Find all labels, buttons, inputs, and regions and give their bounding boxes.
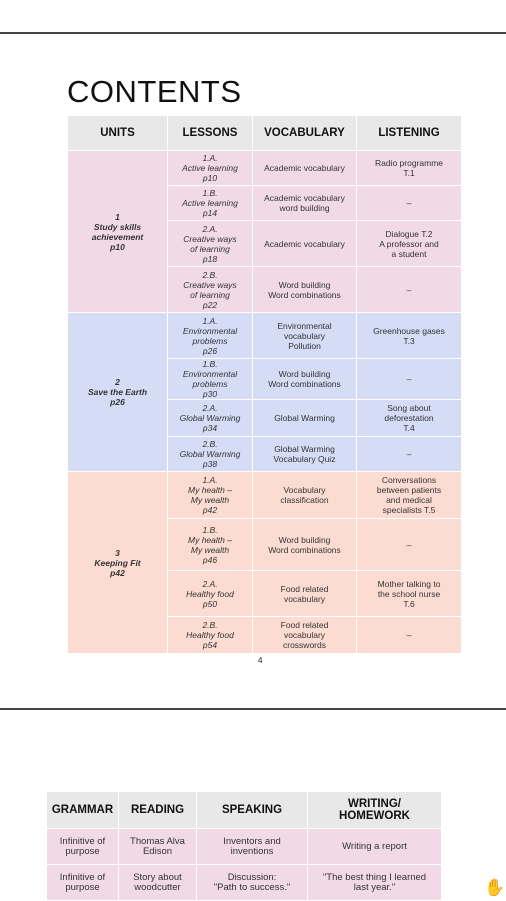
header-listening: LISTENING	[357, 116, 462, 151]
table-row	[47, 829, 442, 865]
cell-line: Global Warming	[179, 413, 241, 423]
cell-line: Food related	[280, 583, 329, 594]
cell-line: "Path to success."	[213, 881, 291, 893]
cell-line: –	[406, 630, 412, 640]
cell-line: 1.A.	[202, 315, 218, 326]
page-number: 4	[258, 656, 263, 665]
listening-cell	[357, 359, 462, 400]
cell-line: My health –	[188, 534, 232, 545]
cell-line: between patients	[376, 485, 442, 495]
reading-cell	[119, 865, 197, 901]
cell-line: A professor and	[379, 238, 439, 249]
cell-line: "The best thing I learned	[322, 871, 427, 883]
vocabulary-cell	[253, 472, 357, 519]
table-row	[47, 865, 442, 901]
lesson-cell	[168, 313, 253, 359]
cell-line: Active learning	[182, 198, 238, 208]
header-lessons: LESSONS	[168, 116, 253, 151]
cell-line: 1.B.	[202, 188, 218, 198]
cell-line: My wealth	[190, 495, 230, 505]
cell-line: the school nurse	[377, 588, 441, 599]
header-reading	[119, 792, 197, 829]
reading-cell	[119, 829, 197, 865]
cell-line: Word combinations	[268, 544, 341, 555]
speaking-cell	[197, 865, 308, 901]
cell-line: vocabulary	[283, 630, 326, 640]
cell-line: GRAMMAR	[51, 804, 114, 816]
cell-line: 1	[115, 211, 120, 222]
cell-line: classification	[280, 495, 329, 505]
vocabulary-cell	[253, 359, 357, 400]
cell-line: Dialogue T.2	[385, 228, 433, 239]
header-writing-homework	[308, 792, 442, 829]
listening-cell	[357, 267, 462, 313]
vocabulary-cell	[253, 400, 357, 437]
cell-line: p30	[202, 389, 218, 399]
lesson-cell	[168, 359, 253, 400]
cell-line: Vocabulary Quiz	[273, 454, 336, 464]
cell-line: Academic vocabulary	[264, 238, 345, 249]
cell-line: p42	[110, 567, 125, 578]
vocabulary-cell	[253, 519, 357, 571]
header-units: UNITS	[68, 116, 168, 151]
vocabulary-cell	[253, 186, 357, 221]
cell-line: Radio programme	[374, 158, 444, 168]
cell-line: Environmental	[182, 369, 238, 379]
cell-line: Word building	[278, 369, 331, 379]
cell-line: word building	[279, 203, 330, 213]
lesson-cell	[168, 221, 253, 267]
vocabulary-cell	[253, 221, 357, 267]
cell-line: last year."	[353, 881, 396, 893]
cell-line: Vocabulary	[283, 485, 326, 495]
lesson-cell	[168, 151, 253, 186]
cell-line: p46	[202, 554, 218, 565]
cell-line: p50	[202, 598, 218, 609]
cell-line: problems	[192, 335, 228, 346]
cell-line: Creative ways	[183, 279, 237, 290]
cell-line: 1.B.	[202, 359, 218, 369]
grammar-cell	[47, 829, 119, 865]
cell-line: purpose	[65, 881, 100, 893]
cell-line: vocabulary	[283, 593, 326, 604]
cell-line: 2.B.	[202, 620, 218, 630]
cell-line: Environmental	[277, 320, 332, 331]
cell-line: and medical	[386, 495, 432, 505]
cell-line: 3	[115, 547, 120, 558]
cell-line: WRITING/	[347, 798, 402, 810]
cell-line: HOMEWORK	[339, 810, 410, 822]
header-vocabulary: VOCABULARY	[253, 116, 357, 151]
cell-line: –	[406, 284, 412, 295]
cell-line: p22	[202, 299, 218, 310]
lesson-cell	[168, 472, 253, 519]
hand-cursor-icon: ✋	[484, 878, 506, 897]
vocabulary-cell	[253, 267, 357, 313]
lesson-cell	[168, 437, 253, 472]
cell-line: 2.A.	[202, 578, 218, 589]
cell-line: –	[406, 539, 412, 550]
cell-line: Save the Earth	[87, 387, 148, 397]
cell-line: Global Warming	[274, 444, 335, 454]
vocabulary-cell	[253, 617, 357, 654]
cell-line: Infinitive of	[59, 871, 106, 883]
cell-line: p18	[202, 253, 218, 264]
lesson-cell	[168, 400, 253, 437]
listening-cell	[357, 617, 462, 654]
cell-line: Infinitive of	[59, 835, 106, 847]
vocabulary-cell	[253, 313, 357, 359]
page-separator-bottom	[0, 708, 506, 710]
cell-line: p26	[202, 345, 218, 356]
listening-cell	[357, 472, 462, 519]
skills-table	[46, 791, 442, 901]
cell-line: 1.B.	[202, 524, 218, 535]
cell-line: T.3	[403, 335, 415, 346]
vocabulary-cell	[253, 151, 357, 186]
writing-cell	[308, 829, 442, 865]
cell-line: Word combinations	[268, 289, 341, 300]
cell-line: Healthy food	[186, 630, 234, 640]
cell-line: Global Warming	[274, 413, 335, 423]
writing-cell	[308, 865, 442, 901]
cell-line: problems	[192, 379, 228, 389]
header-grammar	[47, 792, 119, 829]
cell-line: Edison	[142, 845, 173, 857]
cell-line: Word combinations	[268, 379, 341, 389]
cell-line: –	[406, 449, 412, 459]
page-separator-top	[0, 32, 506, 34]
cell-line: of learning	[190, 243, 230, 254]
cell-line: Story about	[133, 871, 182, 883]
unit-cell	[68, 472, 168, 654]
contents-table	[67, 115, 462, 654]
cell-line: Writing a report	[342, 840, 407, 852]
cell-line: specialists T.5	[382, 505, 436, 515]
cell-line: p14	[202, 208, 218, 218]
unit-cell	[68, 151, 168, 313]
cell-line: SPEAKING	[221, 804, 283, 816]
lesson-cell	[168, 267, 253, 313]
table-row	[68, 313, 462, 359]
cell-line: Inventors and	[223, 835, 281, 847]
cell-line: 1.A.	[202, 153, 218, 163]
cell-line: Healthy food	[186, 588, 234, 599]
cell-line: Study skills	[93, 221, 142, 232]
cell-line: p10	[202, 173, 218, 183]
cell-line: crosswords	[283, 640, 326, 650]
cell-line: purpose	[65, 845, 100, 857]
listening-cell	[357, 186, 462, 221]
cell-line: T.1	[403, 168, 415, 178]
cell-line: My wealth	[190, 544, 230, 555]
vocabulary-cell	[253, 437, 357, 472]
listening-cell	[357, 519, 462, 571]
cell-line: deforestation	[384, 413, 434, 423]
cell-line: Pollution	[288, 340, 321, 351]
cell-line: Song about	[387, 403, 431, 413]
cell-line: Creative ways	[183, 233, 237, 244]
listening-cell	[357, 313, 462, 359]
listening-cell	[357, 400, 462, 437]
cell-line: Environmental	[182, 325, 238, 336]
cell-line: Academic vocabulary	[264, 163, 345, 173]
cell-line: p26	[110, 397, 125, 407]
cell-line: 1.A.	[202, 475, 218, 485]
listening-cell	[357, 151, 462, 186]
lesson-cell	[168, 186, 253, 221]
cell-line: p10	[110, 241, 125, 252]
grammar-cell	[47, 865, 119, 901]
cell-line: of learning	[190, 289, 230, 300]
cell-line: p38	[202, 459, 218, 469]
cell-line: Word building	[278, 534, 331, 545]
cell-line: p54	[202, 640, 218, 650]
cell-line: –	[406, 198, 412, 208]
cell-line: 2.A.	[202, 223, 218, 234]
cell-line: vocabulary	[283, 330, 326, 341]
cell-line: Mother talking to	[377, 578, 441, 589]
cell-line: p42	[202, 505, 218, 515]
cell-line: Conversations	[381, 475, 437, 485]
cell-line: p34	[202, 423, 218, 433]
cell-line: Academic vocabulary	[264, 193, 345, 203]
cell-line: Keeping Fit	[94, 557, 141, 568]
lesson-cell	[168, 617, 253, 654]
table-row	[68, 472, 462, 519]
cell-line: 2.A.	[202, 403, 218, 413]
cell-line: 2	[115, 377, 120, 387]
cell-line: Word building	[278, 279, 331, 290]
cell-line: Global Warming	[179, 449, 241, 459]
cell-line: T.4	[403, 423, 415, 433]
cell-line: Active learning	[182, 163, 238, 173]
cell-line: inventions	[230, 845, 274, 857]
speaking-cell	[197, 829, 308, 865]
cell-line: woodcutter	[134, 881, 181, 893]
lesson-cell	[168, 571, 253, 617]
cell-line: 2.B.	[202, 439, 218, 449]
cell-line: 2.B.	[202, 269, 218, 280]
cell-line: READING	[130, 804, 185, 816]
cell-line: Thomas Alva	[130, 835, 185, 847]
listening-cell	[357, 571, 462, 617]
cell-line: Greenhouse gases	[373, 325, 445, 336]
unit-cell	[68, 313, 168, 472]
cell-line: a student	[391, 248, 427, 259]
cell-line: T.6	[403, 598, 415, 609]
listening-cell	[357, 437, 462, 472]
lesson-cell	[168, 519, 253, 571]
cell-line: Food related	[280, 620, 329, 630]
table-row	[68, 151, 462, 186]
cell-line: achievement	[91, 231, 144, 242]
contents-title: CONTENTS	[67, 74, 242, 109]
cell-line: My health –	[188, 485, 232, 495]
listening-cell	[357, 221, 462, 267]
header-speaking	[197, 792, 308, 829]
cell-line: –	[406, 374, 412, 384]
cell-line: Discussion:	[227, 871, 277, 883]
vocabulary-cell	[253, 571, 357, 617]
